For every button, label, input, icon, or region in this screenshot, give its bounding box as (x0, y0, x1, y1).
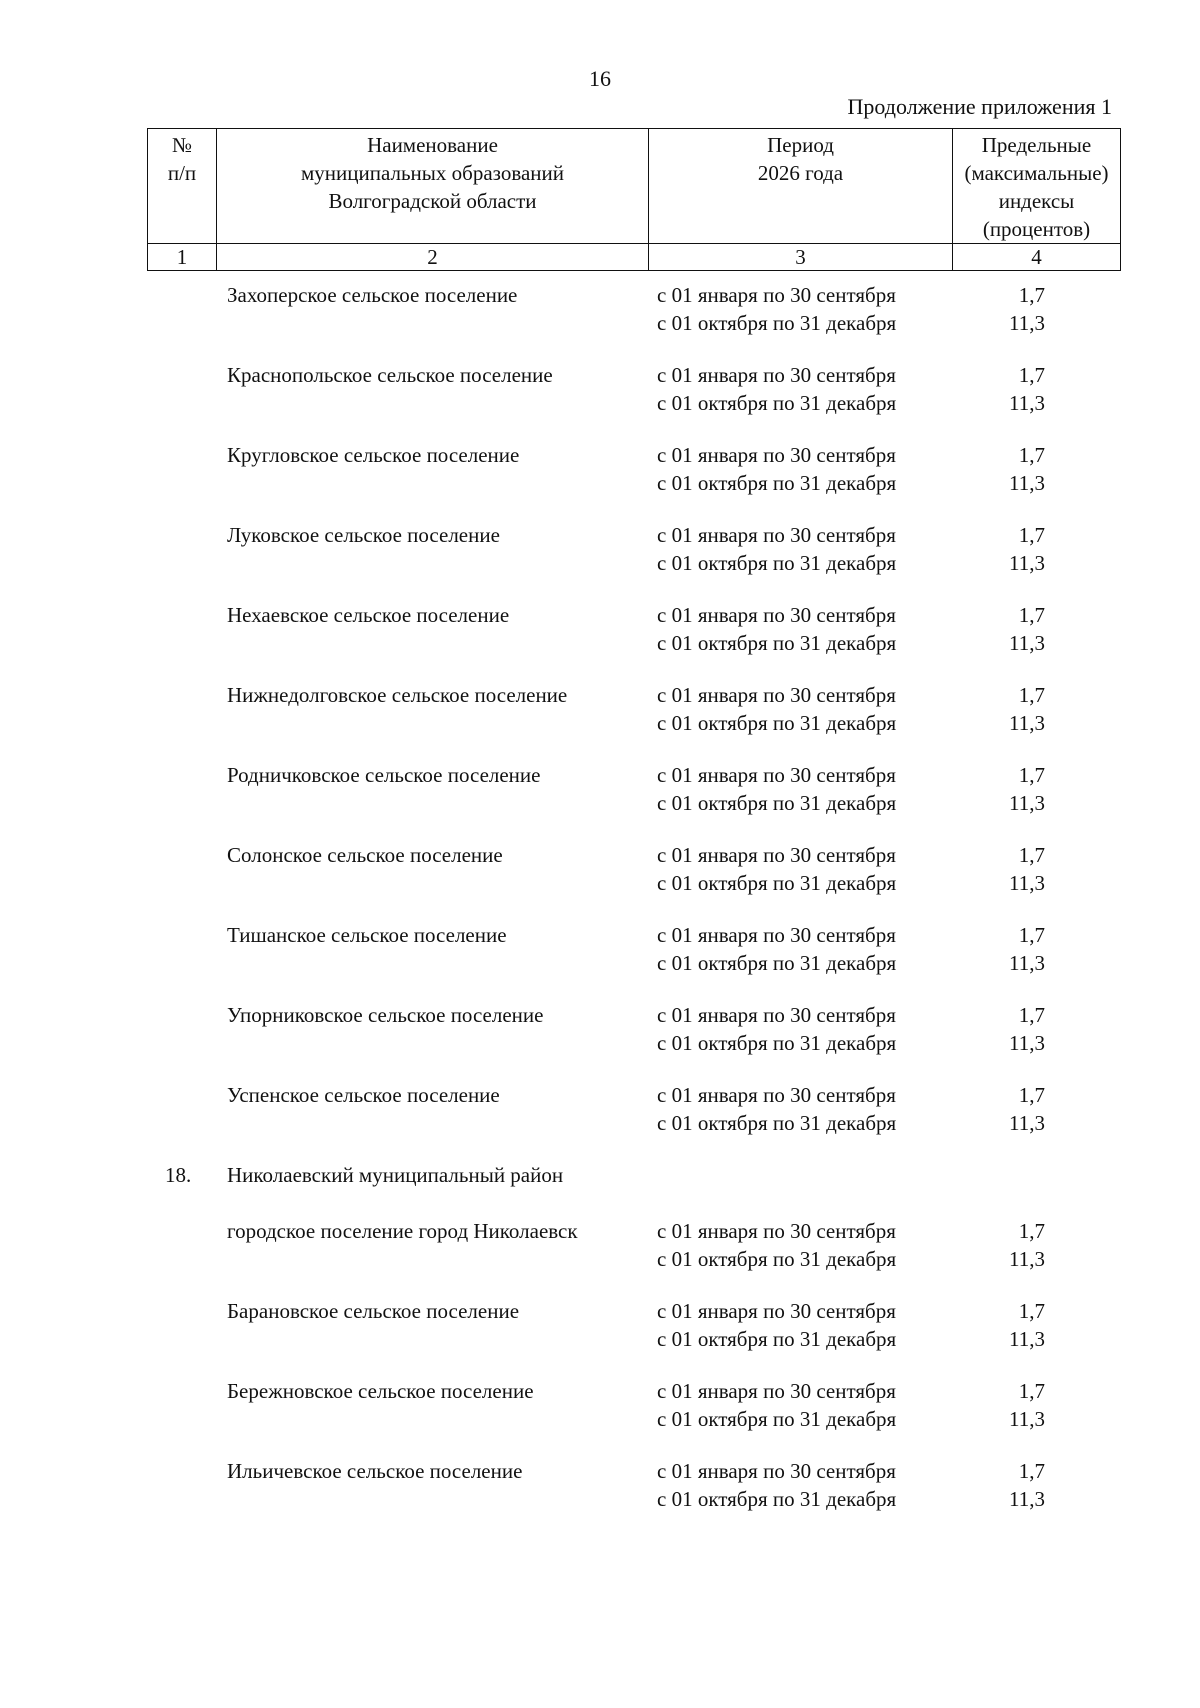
period-text: с 01 октября по 31 декабря (657, 1031, 897, 1055)
settlement-name: Кругловское сельское поселение (227, 443, 520, 467)
index-value: 1,7 (1018, 1459, 1045, 1483)
header-number-cell (148, 129, 217, 244)
index-value: 1,7 (1018, 523, 1045, 547)
index-value: 1,7 (1018, 763, 1045, 787)
header-text: Период (767, 133, 834, 157)
settlement-name: Барановское сельское поселение (227, 1299, 520, 1323)
period-text: с 01 января по 30 сентября (657, 843, 896, 867)
period-text: с 01 января по 30 сентября (657, 603, 896, 627)
district-row (147, 1163, 1120, 1219)
index-value: 11,3 (1009, 631, 1045, 655)
table-row (147, 603, 1120, 683)
index-value: 1,7 (1018, 283, 1045, 307)
index-value: 11,3 (1009, 1487, 1045, 1511)
period-text: с 01 октября по 31 декабря (657, 1247, 897, 1271)
index-value: 11,3 (1009, 1327, 1045, 1351)
period-text: с 01 октября по 31 декабря (657, 871, 897, 895)
period-text: с 01 января по 30 сентября (657, 683, 896, 707)
period-text: с 01 января по 30 сентября (657, 283, 896, 307)
period-text: с 01 октября по 31 декабря (657, 951, 897, 975)
index-value: 1,7 (1018, 363, 1045, 387)
period-text: с 01 октября по 31 декабря (657, 711, 897, 735)
index-value: 11,3 (1009, 791, 1045, 815)
settlement-name: городское поселение город Николаевск (227, 1219, 578, 1243)
settlement-name: Тишанское сельское поселение (227, 923, 507, 947)
index-value: 1,7 (1018, 1083, 1045, 1107)
period-text: с 01 октября по 31 декабря (657, 551, 897, 575)
column-number: 4 (953, 244, 1121, 271)
header-text: 2026 года (757, 161, 844, 185)
index-value: 11,3 (1009, 551, 1045, 575)
settlement-name: Краснопольское сельское поселение (227, 363, 553, 387)
period-text: с 01 января по 30 сентября (657, 1083, 896, 1107)
index-value: 11,3 (1009, 951, 1045, 975)
table-body (147, 283, 1120, 1539)
index-value: 11,3 (1009, 871, 1045, 895)
table-row (147, 683, 1120, 763)
header-text: (процентов) (982, 217, 1091, 241)
period-text: с 01 октября по 31 декабря (657, 311, 897, 335)
index-value: 11,3 (1009, 311, 1045, 335)
index-value: 1,7 (1018, 443, 1045, 467)
page-number: 16 (589, 66, 611, 91)
index-value: 11,3 (1009, 711, 1045, 735)
settlement-name: Нижнедолговское сельское поселение (227, 683, 568, 707)
column-number: 1 (148, 244, 217, 271)
period-text: с 01 января по 30 сентября (657, 1379, 896, 1403)
header-text: Наименование (367, 133, 498, 157)
period-text: с 01 января по 30 сентября (657, 1299, 896, 1323)
index-value: 11,3 (1009, 471, 1045, 495)
settlement-name: Нехаевское сельское поселение (227, 603, 510, 627)
period-text: с 01 января по 30 сентября (657, 1219, 896, 1243)
header-text: (максимальные) (964, 161, 1109, 185)
header-text: п/п (167, 161, 197, 185)
period-text: с 01 января по 30 сентября (657, 443, 896, 467)
table-row (147, 523, 1120, 603)
period-text: с 01 января по 30 сентября (657, 523, 896, 547)
table-header (147, 128, 1121, 271)
index-value: 11,3 (1009, 1111, 1045, 1135)
index-value: 1,7 (1018, 1003, 1045, 1027)
column-number: 2 (217, 244, 649, 271)
settlement-name: Успенское сельское поселение (227, 1083, 500, 1107)
index-value: 1,7 (1018, 1219, 1045, 1243)
table-row (147, 1083, 1120, 1163)
index-value: 1,7 (1018, 1379, 1045, 1403)
header-text: Волгоградской области (328, 189, 537, 213)
period-text: с 01 января по 30 сентября (657, 923, 896, 947)
index-value: 11,3 (1009, 1031, 1045, 1055)
appendix-caption: Продолжение приложения 1 (847, 94, 1112, 119)
header-index-cell (953, 129, 1121, 244)
table-row (147, 363, 1120, 443)
table-row (147, 923, 1120, 1003)
table-row (147, 443, 1120, 523)
header-text: Предельные (981, 133, 1092, 157)
table-row (147, 1459, 1120, 1539)
header-period-cell (649, 129, 953, 244)
column-number-row (148, 244, 1121, 271)
index-value: 11,3 (1009, 1407, 1045, 1431)
index-value: 1,7 (1018, 683, 1045, 707)
period-text: с 01 января по 30 сентября (657, 1459, 896, 1483)
period-text: с 01 октября по 31 декабря (657, 791, 897, 815)
settlement-name: Захоперское сельское поселение (227, 283, 518, 307)
header-text: муниципальных образований (301, 161, 564, 185)
period-text: с 01 октября по 31 декабря (657, 1487, 897, 1511)
table-row (147, 1299, 1120, 1379)
table-row (147, 283, 1120, 363)
header-name-cell (217, 129, 649, 244)
settlement-name: Луковское сельское поселение (227, 523, 500, 547)
header-text: № (171, 133, 193, 157)
settlement-name: Бережновское сельское поселение (227, 1379, 534, 1403)
period-text: с 01 января по 30 сентября (657, 1003, 896, 1027)
table-row (147, 763, 1120, 843)
header-row (148, 129, 1121, 244)
table-row (147, 843, 1120, 923)
table-row (147, 1219, 1120, 1299)
period-text: с 01 октября по 31 декабря (657, 631, 897, 655)
district-name: Николаевский муниципальный район (227, 1163, 564, 1187)
period-text: с 01 октября по 31 декабря (657, 471, 897, 495)
row-number: 18. (165, 1163, 192, 1187)
index-value: 11,3 (1009, 391, 1045, 415)
table-row (147, 1379, 1120, 1459)
index-value: 1,7 (1018, 843, 1045, 867)
index-value: 11,3 (1009, 1247, 1045, 1271)
period-text: с 01 октября по 31 декабря (657, 1111, 897, 1135)
period-text: с 01 января по 30 сентября (657, 763, 896, 787)
period-text: с 01 января по 30 сентября (657, 363, 896, 387)
header-text: индексы (998, 189, 1075, 213)
period-text: с 01 октября по 31 декабря (657, 391, 897, 415)
settlement-name: Родничковское сельское поселение (227, 763, 541, 787)
index-value: 1,7 (1018, 923, 1045, 947)
table-row (147, 1003, 1120, 1083)
settlement-name: Упорниковское сельское поселение (227, 1003, 544, 1027)
index-value: 1,7 (1018, 603, 1045, 627)
column-number: 3 (649, 244, 953, 271)
settlement-name: Ильичевское сельское поселение (227, 1459, 523, 1483)
settlement-name: Солонское сельское поселение (227, 843, 503, 867)
index-value: 1,7 (1018, 1299, 1045, 1323)
period-text: с 01 октября по 31 декабря (657, 1407, 897, 1431)
period-text: с 01 октября по 31 декабря (657, 1327, 897, 1351)
